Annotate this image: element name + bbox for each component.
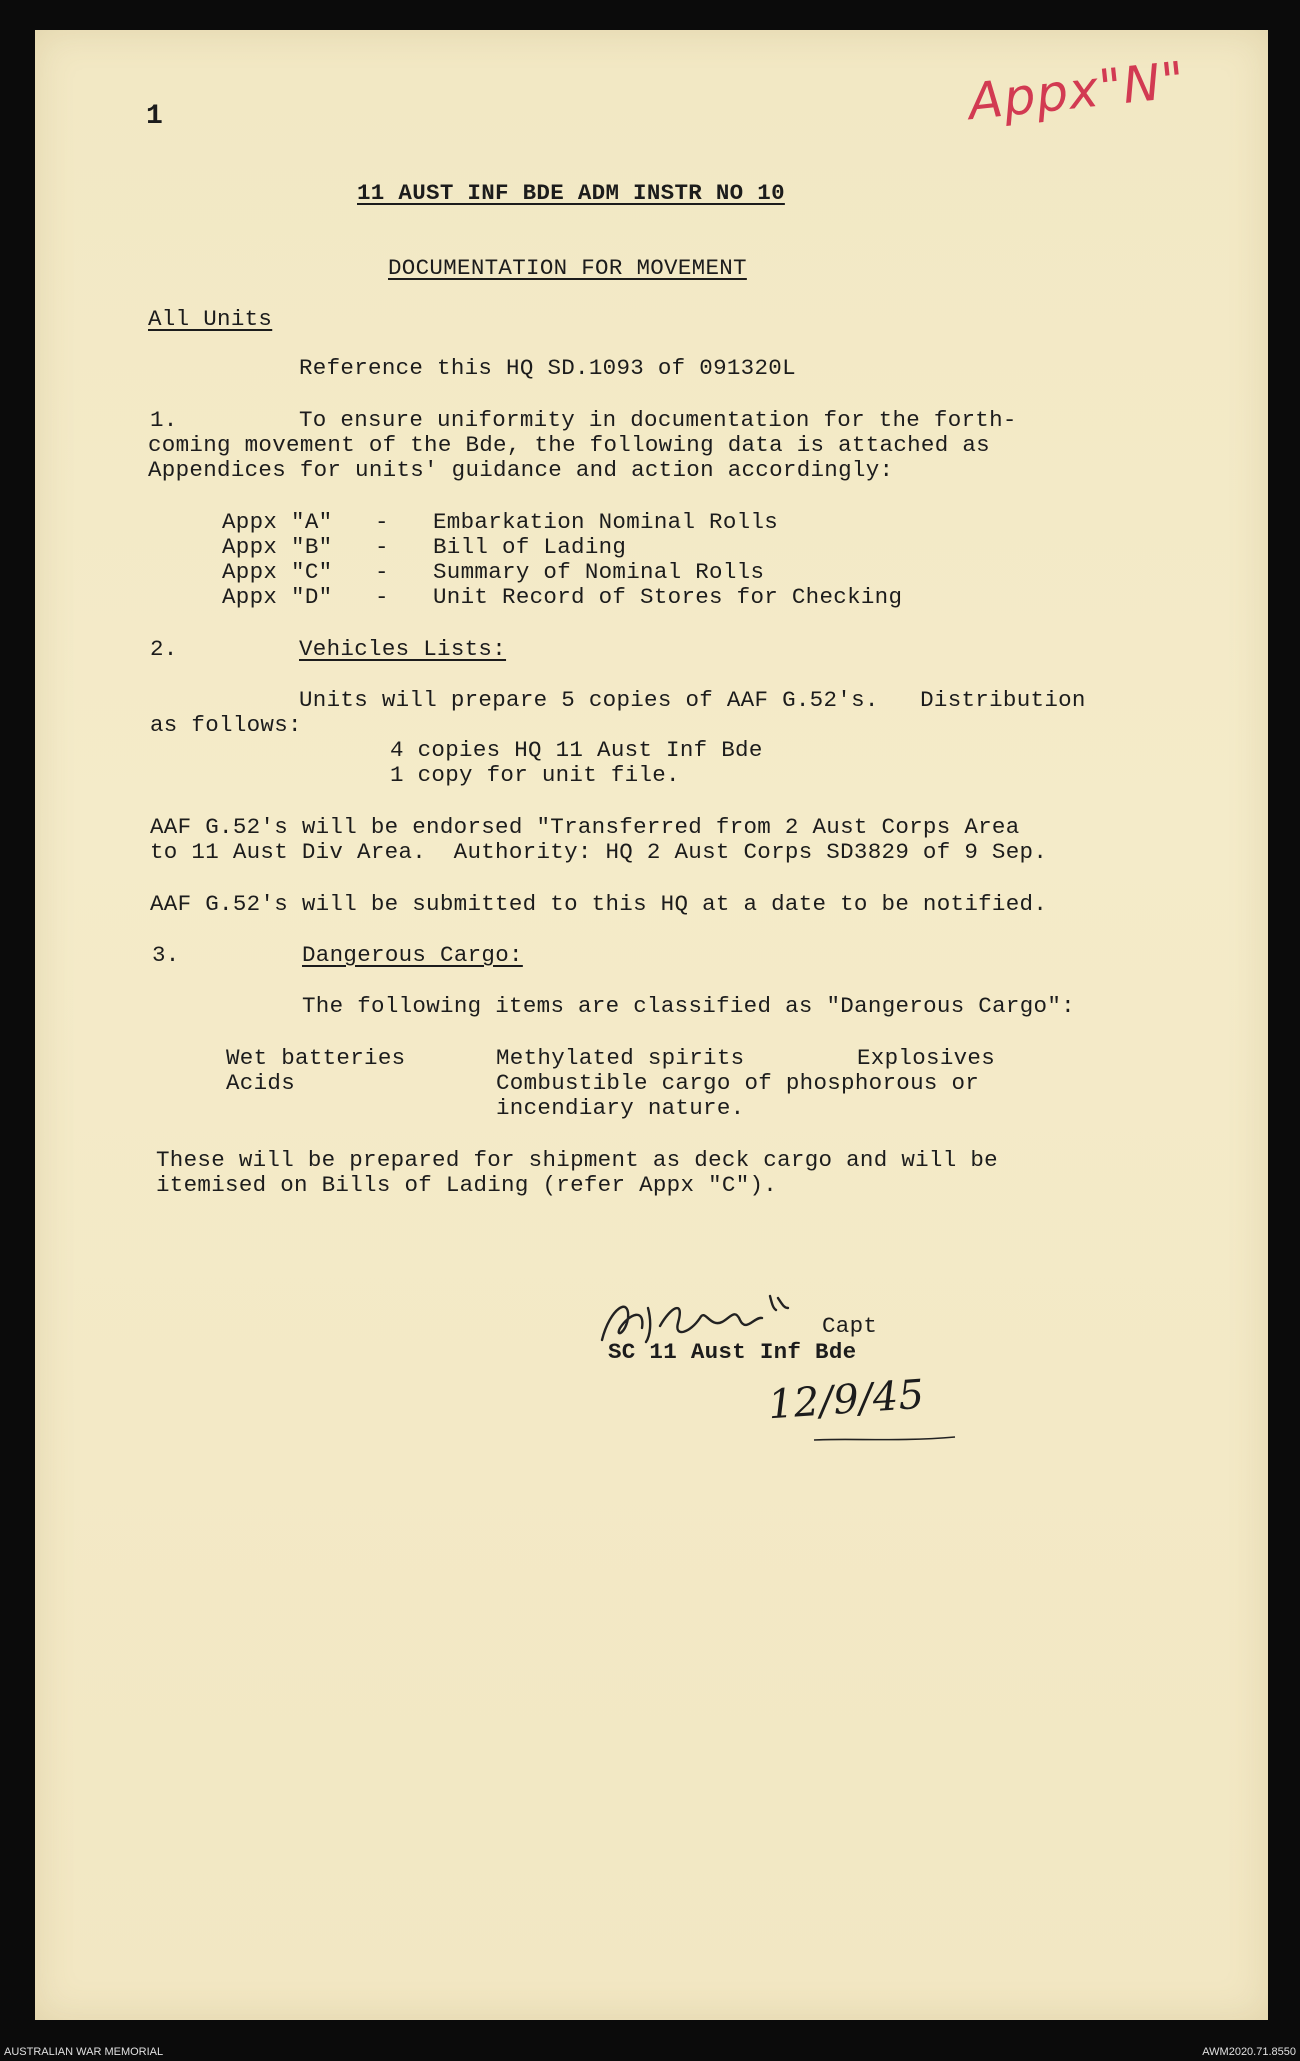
- signatory-rank: Capt: [822, 1313, 878, 1339]
- closing-line2: itemised on Bills of Lading (refer Appx "C").: [156, 1172, 778, 1198]
- closing-line1: These will be prepared for shipment as deck cargo and will be: [156, 1147, 998, 1173]
- para3-heading: Dangerous Cargo:: [302, 942, 523, 968]
- para3-number: 3.: [152, 942, 180, 968]
- signatory-unit: SC 11 Aust Inf Bde: [608, 1339, 857, 1365]
- cargo-item: incendiary nature.: [496, 1095, 745, 1121]
- footer-accession: AWM2020.71.8550: [1202, 2046, 1296, 2058]
- appendix-label: Appx "C": [222, 559, 333, 585]
- appendix-label: Appx "A": [222, 509, 333, 535]
- submit-line: AAF G.52's will be submitted to this HQ at a date to be notified.: [150, 891, 1048, 917]
- appendix-desc: Summary of Nominal Rolls: [433, 559, 765, 585]
- footer-source: AUSTRALIAN WAR MEMORIAL: [4, 2046, 164, 2058]
- para2-heading: Vehicles Lists:: [299, 636, 507, 662]
- signature-date: 12/9/45: [766, 1371, 926, 1429]
- para1-line2: coming movement of the Bde, the following data is attached as: [148, 432, 990, 458]
- para1-line3: Appendices for units' guidance and action accordingly:: [148, 457, 894, 483]
- para2-line1: Units will prepare 5 copies of AAF G.52's. Distribution: [299, 687, 1086, 713]
- page-mark: 1: [146, 101, 164, 132]
- date-underline: [810, 1432, 960, 1446]
- cargo-item: Methylated spirits: [496, 1045, 745, 1071]
- distribution-unit: 1 copy for unit file.: [390, 762, 680, 788]
- para3-intro: The following items are classified as "Dangerous Cargo":: [302, 993, 1075, 1019]
- addressee: All Units: [148, 306, 273, 332]
- para1-number: 1.: [150, 407, 178, 433]
- reference-line: Reference this HQ SD.1093 of 091320L: [299, 355, 796, 381]
- appendix-desc: Unit Record of Stores for Checking: [433, 584, 903, 610]
- document-title: 11 AUST INF BDE ADM INSTR NO 10: [357, 180, 785, 206]
- para1-line1: To ensure uniformity in documentation for the forth-: [299, 407, 1017, 433]
- para2-line2: as follows:: [150, 712, 302, 738]
- endorse-line1: AAF G.52's will be endorsed "Transferred from 2 Aust Corps Area: [150, 814, 1020, 840]
- appendix-dash: -: [375, 584, 389, 610]
- cargo-item: Explosives: [857, 1045, 996, 1071]
- appendix-dash: -: [375, 534, 389, 560]
- document-subtitle: DOCUMENTATION FOR MOVEMENT: [388, 255, 747, 281]
- appendix-dash: -: [375, 559, 389, 585]
- cargo-item: Combustible cargo of phosphorous or: [496, 1070, 980, 1096]
- appendix-label: Appx "B": [222, 534, 333, 560]
- distribution-hq: 4 copies HQ 11 Aust Inf Bde: [390, 737, 763, 763]
- para2-number: 2.: [150, 636, 178, 662]
- appendix-annotation: Appx"N": [965, 50, 1189, 132]
- endorse-line2: to 11 Aust Div Area. Authority: HQ 2 Aust Corps SD3829 of 9 Sep.: [150, 839, 1048, 865]
- cargo-item: Wet batteries: [226, 1045, 406, 1071]
- appendix-desc: Embarkation Nominal Rolls: [433, 509, 779, 535]
- cargo-item: Acids: [226, 1070, 296, 1096]
- appendix-label: Appx "D": [222, 584, 333, 610]
- appendix-desc: Bill of Lading: [433, 534, 627, 560]
- appendix-dash: -: [375, 509, 389, 535]
